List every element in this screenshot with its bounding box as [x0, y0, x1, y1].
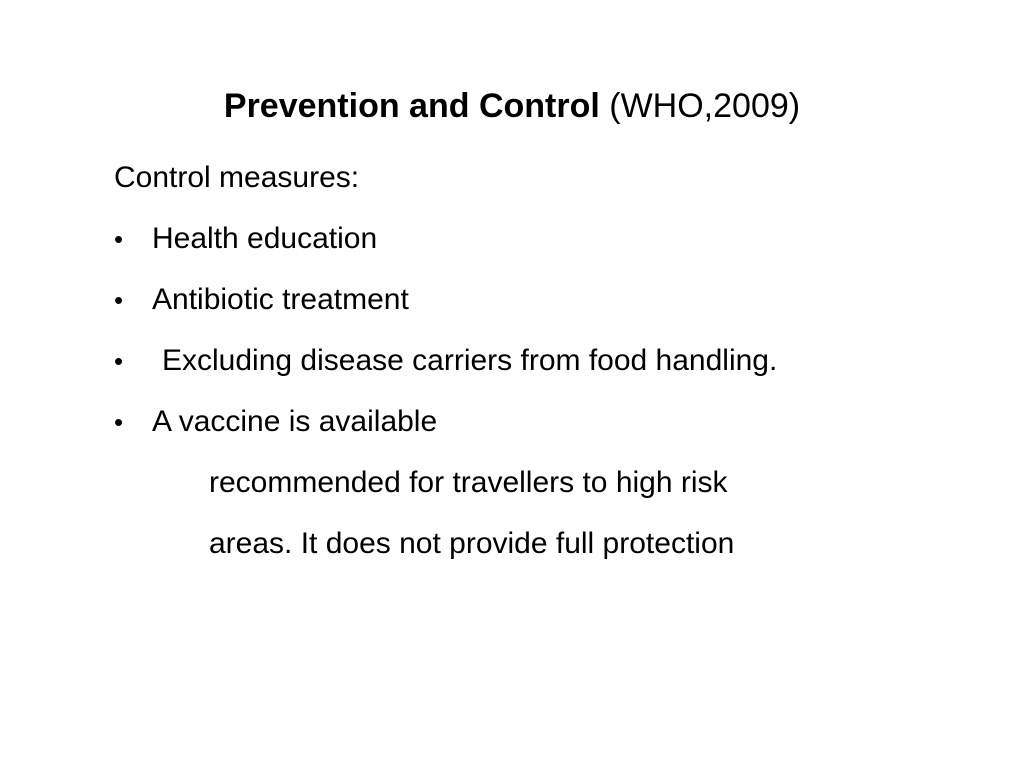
slide-title-main: Prevention and Control	[223, 87, 600, 125]
slide-body	[114, 156, 994, 583]
bullet-icon: •	[114, 407, 124, 437]
bullet-text: Antibiotic treatment	[152, 283, 409, 316]
intro-line	[114, 156, 994, 217]
continuation-text: areas. It does not provide full protection	[209, 527, 735, 560]
bullet-icon: •	[114, 224, 124, 254]
bullet-text: Excluding disease carriers from food handling.	[162, 344, 778, 377]
bullet-item	[114, 400, 994, 461]
slide-title	[0, 84, 1024, 128]
continuation-line	[114, 522, 994, 583]
bullet-text: Health education	[152, 222, 378, 255]
bullet-item	[114, 217, 994, 278]
bullet-icon: •	[114, 346, 124, 376]
intro-text: Control measures:	[114, 161, 360, 194]
slide-title-source: (WHO,2009)	[609, 87, 801, 125]
bullet-item	[114, 278, 994, 339]
continuation-text: recommended for travellers to high risk	[209, 466, 728, 499]
bullet-text: A vaccine is available	[152, 405, 438, 438]
bullet-item	[114, 339, 994, 400]
continuation-line	[114, 461, 994, 522]
bullet-icon: •	[114, 285, 124, 315]
